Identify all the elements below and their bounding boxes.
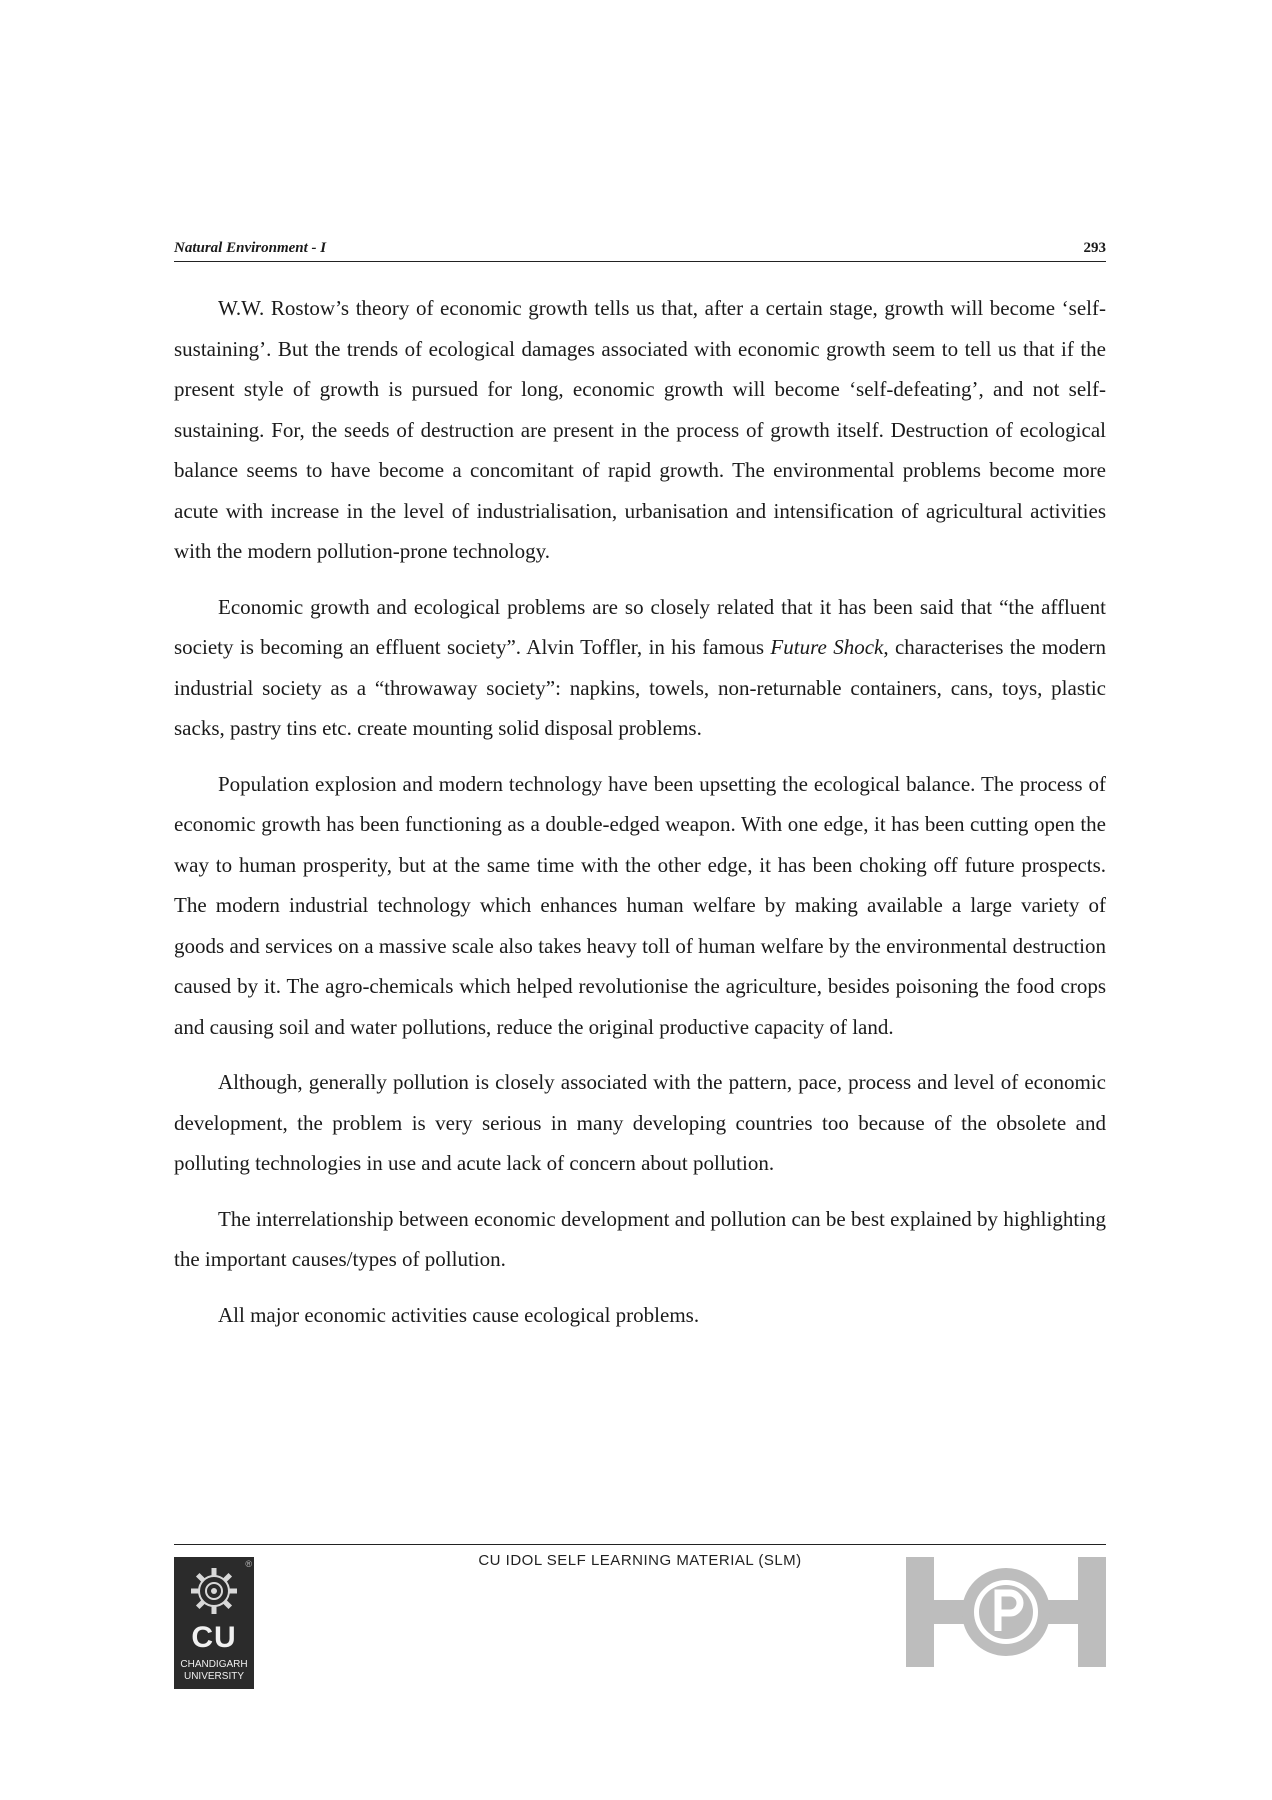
footer-text: CU IDOL SELF LEARNING MATERIAL (SLM) (478, 1552, 802, 1569)
chapter-title: Natural Environment - I (174, 240, 327, 256)
chandigarh-university-logo (174, 1557, 254, 1689)
institution-name: CHANDIGARH UNIVERSITY (180, 1659, 248, 1682)
paragraph-although: Although, generally pollution is closely associated with the pattern, pace, process and level of economic development, the problem is very serious in many developing countries too because of the obsolete and polluting technologies in use and acute lack of concern about pollution. (174, 1070, 1106, 1175)
body-text (174, 288, 1106, 1335)
running-header (174, 240, 1106, 262)
hph-publisher-logo (906, 1557, 1106, 1667)
paragraph-rostow: W.W. Rostow’s theory of economic growth tells us that, after a certain stage, growth will become ‘self- sustaining’. But the trends of ecological damages associated with economic growth seem to tell us that if the present style of growth is pursued for long, economic growth will become ‘self-defeating’, and not self-sustaining. For, the seeds of destruction are present in the process of growth itself. Destruction of ecological balance seems to have become a concomitant of rapid growth. The environmental problems become more acute with increase in the level of industrialisation, urbanisation and intensification of agricultural activities with the modern pollution-prone technology. (174, 296, 1106, 563)
cu-mark: CU (191, 1621, 237, 1654)
paragraph-population-explosion: Population explosion and modern technology have been upsetting the ecological balance. The process of economic growth has been functioning as a double-edged weapon. With one edge, it has been cutting open the way to human prosperity, but at the same time with the other edge, it has been choking off future prospects. The modern industrial technology which enhances human welfare by making available a large variety of goods and services on a massive scale also takes heavy toll of human welfare by the environmental destruction caused by it. The agro-chemicals which helped revolutionise the agriculture, besides poisoning the food crops and causing soil and water pollutions, reduce the original productive capacity of land. (174, 771, 1106, 1039)
footer-rule (174, 1544, 1106, 1545)
paragraph-interrelationship: The interrelationship between economic development and pollution can be best explained by highlighting the important causes/types of pollution. (174, 1206, 1106, 1271)
paragraph-major-activities: All major economic activities cause ecological problems. (218, 1302, 700, 1327)
registered-mark: ® (245, 1559, 252, 1569)
gear-emblem-icon (188, 1565, 240, 1617)
book-title-future-shock: Future Shock (770, 635, 884, 659)
page-number: 293 (1083, 240, 1106, 256)
paragraph-affluent-society: Economic growth and ecological problems are so closely related that it has been said that “the affluent society is becoming an effluent society”. Alvin Toffler, in his famous Future Shock, characterises the modern industrial society as a “throwaway society”: napkins, towels, non-returnable containers, cans, toys, plastic sacks, pastry tins etc. create mounting solid disposal problems. (174, 594, 1107, 740)
